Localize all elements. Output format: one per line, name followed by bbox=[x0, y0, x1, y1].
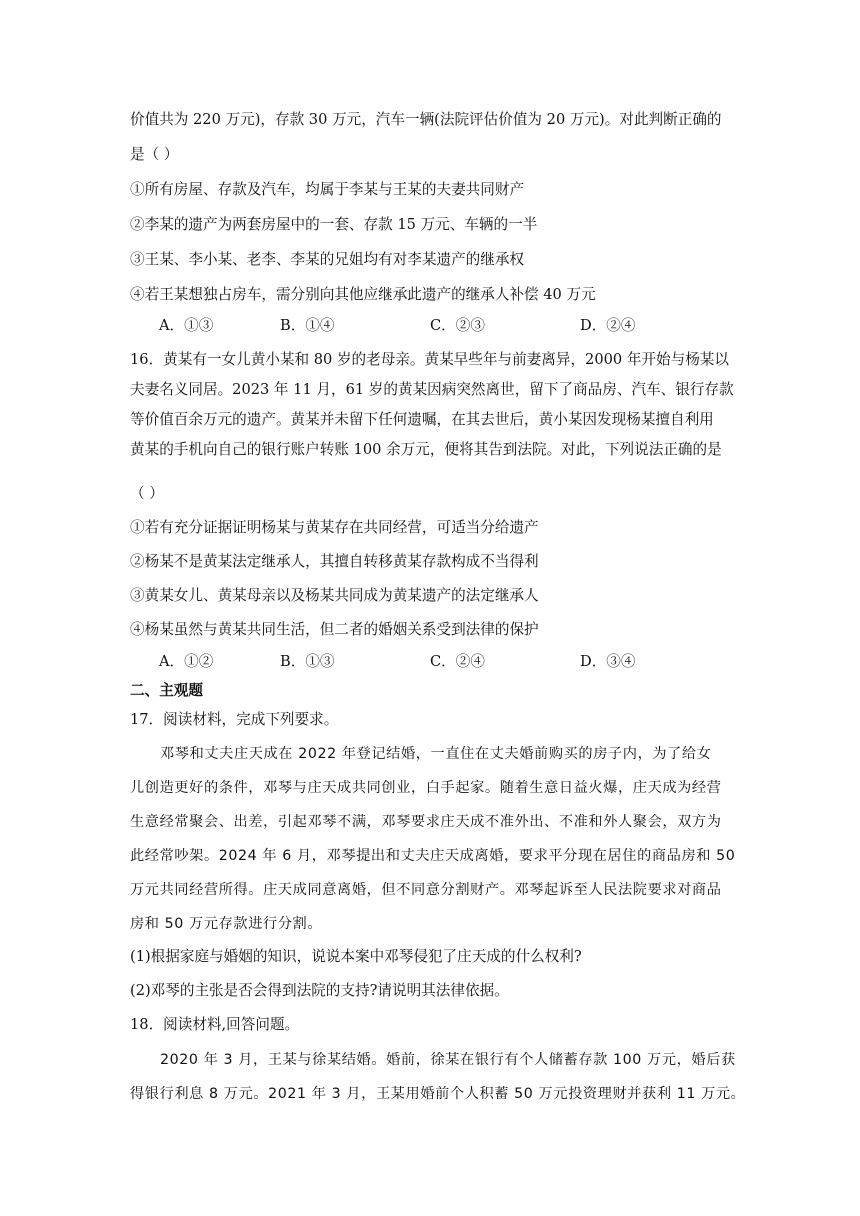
q15-statement-1: ①所有房屋、存款及汽车，均属于李某与王某的夫妻共同财产 bbox=[130, 181, 525, 198]
q16-option-b[interactable]: B．①③ bbox=[280, 653, 335, 670]
q16-stem-line-4: 黄某的手机向自己的银行账户转账 100 余万元，便将其告到法院。对此，下列说法正确的是 bbox=[130, 441, 722, 458]
q17-part-2: (2)邓琴的主张是否会得到法院的支持?请说明其法律依据。 bbox=[130, 982, 509, 999]
q15-statement-2: ②李某的遗产为两套房屋中的一套、存款 15 万元、车辆的一半 bbox=[130, 216, 538, 233]
section-heading: 二、主观题 bbox=[130, 682, 203, 699]
q17-material-line-4: 此经常吵架。2024 年 6 月，邓琴提出和丈夫庄天成离婚，要求平分现在居住的商品房和 50 bbox=[130, 848, 736, 864]
q15-option-d[interactable]: D．②④ bbox=[580, 317, 636, 334]
q15-option-b[interactable]: B．①④ bbox=[280, 317, 335, 334]
q16-stem-line-2: 夫妻名义同居。2023 年 11 月，61 岁的黄某因病突然离世，留下了商品房、汽车、银行存款 bbox=[130, 381, 734, 398]
q15-statement-4: ④若王某想独占房车，需分别向其他应继承此遗产的继承人补偿 40 万元 bbox=[130, 286, 596, 303]
q16-stem-line-1: 16．黄某有一女儿黄小某和 80 岁的老母亲。黄某早些年与前妻离异，2000 年开始与杨某以 bbox=[130, 351, 729, 368]
q17-title: 17．阅读材料，完成下列要求。 bbox=[130, 711, 339, 728]
q15-stem-end: 是（ ） bbox=[130, 146, 179, 163]
q16-statement-2: ②杨某不是黄某法定继承人，其擅自转移黄某存款构成不当得利 bbox=[130, 553, 539, 570]
q16-option-c[interactable]: C．②④ bbox=[430, 653, 485, 670]
q15-statement-3: ③王某、李小某、老李、李某的兄姐均有对李某遗产的继承权 bbox=[130, 251, 525, 268]
q18-title: 18．阅读材料,回答问题。 bbox=[130, 1016, 300, 1033]
q16-statement-1: ①若有充分证据证明杨某与黄某存在共同经营，可适当分给遗产 bbox=[130, 519, 539, 536]
q18-material-line-2: 得银行利息 8 万元。2021 年 3 月，王某用婚前个人积蓄 50 万元投资理财并获利 11 万元。 bbox=[130, 1086, 746, 1102]
q16-statement-3: ③黄某女儿、黄某母亲以及杨某共同成为黄某遗产的法定继承人 bbox=[130, 587, 539, 604]
q16-stem-line-3: 等价值百余万元的遗产。黄某并未留下任何遗嘱，在其去世后，黄小某因发现杨某擅自利用 bbox=[130, 411, 714, 428]
q16-stem-line-5: （ ） bbox=[130, 485, 164, 502]
q17-material-line-3: 生意经常聚会、出差，引起邓琴不满，邓琴要求庄天成不准外出、不准和外人聚会，双方为 bbox=[130, 814, 722, 830]
q17-material-line-1: 邓琴和丈夫庄天成在 2022 年登记结婚，一直住在丈夫婚前购买的房子内，为了给女 bbox=[160, 746, 712, 762]
q17-material-line-6: 房和 50 万元存款进行分割。 bbox=[130, 916, 323, 932]
q15-option-a[interactable]: A．①③ bbox=[159, 317, 214, 334]
q17-material-line-2: 儿创造更好的条件，邓琴与庄天成共同创业，白手起家。随着生意日益火爆，庄天成为经营 bbox=[130, 780, 722, 796]
q15-option-c[interactable]: C．②③ bbox=[430, 317, 485, 334]
q17-part-1: (1)根据家庭与婚姻的知识，说说本案中邓琴侵犯了庄天成的什么权利? bbox=[130, 948, 582, 965]
q18-material-line-1: 2020 年 3 月，王某与徐某结婚。婚前，徐某在银行有个人储蓄存款 100 万元，婚后获 bbox=[160, 1052, 736, 1068]
q16-statement-4: ④杨某虽然与黄某共同生活，但二者的婚姻关系受到法律的保护 bbox=[130, 621, 539, 638]
q17-material-line-5: 万元共同经营所得。庄天成同意离婚，但不同意分割财产。邓琴起诉至人民法院要求对商品 bbox=[130, 882, 722, 898]
q16-option-a[interactable]: A．①② bbox=[159, 653, 214, 670]
q15-stem-continuation: 价值共为 220 万元)，存款 30 万元，汽车一辆(法院评估价值为 20 万元)。对此判断正确的 bbox=[130, 111, 722, 128]
q16-option-d[interactable]: D．③④ bbox=[580, 653, 636, 670]
